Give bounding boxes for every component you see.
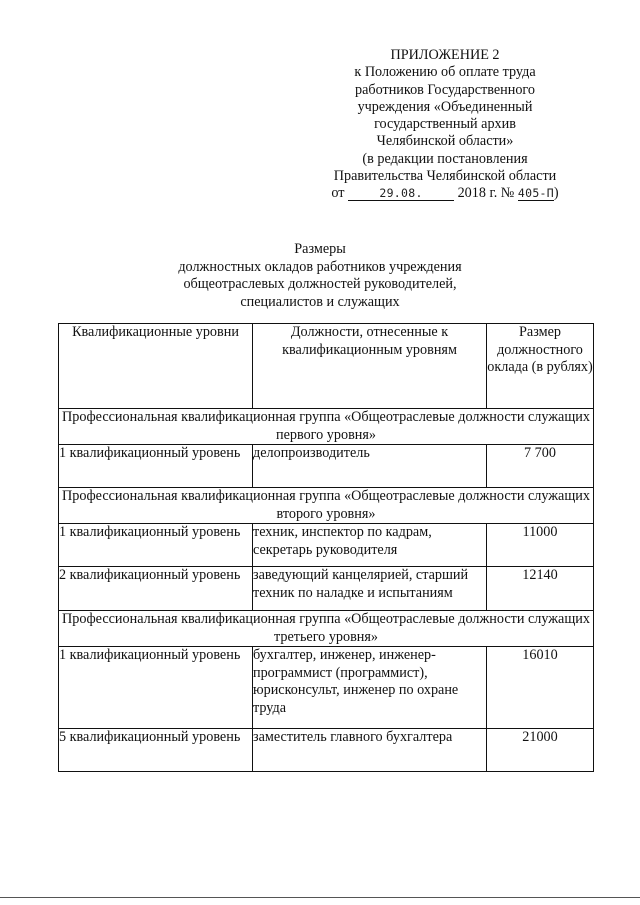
heading-line: специалистов и служащих — [240, 293, 400, 310]
positions-cell: заместитель главного бухгалтера — [253, 729, 487, 772]
level-cell: 1 квалификационный уровень — [59, 647, 253, 729]
positions-cell: техник, инспектор по кадрам, секретарь руководителя — [253, 524, 487, 567]
table-row — [59, 524, 594, 567]
salary-cell: 12140 — [487, 567, 594, 611]
appendix-title: ПРИЛОЖЕНИЕ 2 — [390, 47, 500, 63]
level-cell: 5 квалификационный уровень — [59, 729, 253, 772]
salary-cell: 11000 — [487, 524, 594, 567]
resolution-number: 405-П — [517, 186, 555, 201]
salary-cell: 21000 — [487, 729, 594, 772]
level-cell: 2 квалификационный уровень — [59, 567, 253, 611]
group-row — [59, 409, 594, 445]
heading-line: Размеры — [294, 241, 346, 257]
group-title: Профессиональная квалификационная группа «Общеотраслевые должности служащих третьего уровня» — [59, 611, 594, 647]
resolution-line — [300, 185, 590, 202]
table-row — [59, 729, 594, 772]
heading-line: общеотраслевых должностей руководителей, — [183, 276, 457, 292]
group-title: Профессиональная квалификационная группа «Общеотраслевые должности служащих первого уровня» — [59, 409, 594, 445]
appendix-line: государственный архив — [374, 116, 516, 133]
table-row — [59, 445, 594, 488]
salary-cell: 16010 — [487, 647, 594, 729]
header-positions: Должности, отнесенные к квалификационным уровням — [253, 324, 487, 409]
header-salary: Размер должностного оклада (в рублях) — [487, 324, 594, 409]
table-row — [59, 567, 594, 611]
year-label: 2018 г. № — [457, 185, 515, 202]
positions-cell: заведующий канцелярией, старший техник по наладке и испытаниям — [253, 567, 487, 611]
positions-cell: бухгалтер, инженер, инженер-программист (программист), юрисконсульт, инженер по охране труда — [253, 647, 487, 729]
page-bottom-edge — [0, 897, 640, 898]
header-level: Квалификационные уровни — [59, 324, 253, 409]
appendix-line: к Положению об оплате труда — [354, 64, 536, 81]
appendix-line: работников Государственного — [355, 81, 535, 98]
positions-cell: делопроизводитель — [253, 445, 487, 488]
salary-table — [58, 323, 594, 772]
header-row — [59, 324, 594, 409]
heading-line: должностных окладов работников учреждения — [178, 258, 462, 275]
group-title: Профессиональная квалификационная группа «Общеотраслевые должности служащих второго уровня» — [59, 488, 594, 524]
level-cell: 1 квалификационный уровень — [59, 524, 253, 567]
level-cell: 1 квалификационный уровень — [59, 445, 253, 488]
appendix-line: Правительства Челябинской области — [333, 168, 557, 185]
from-label: от — [331, 185, 345, 202]
appendix-line: учреждения «Объединенный — [357, 98, 533, 115]
appendix-line: Челябинской области» — [376, 133, 514, 150]
group-row — [59, 488, 594, 524]
document-heading — [100, 241, 540, 311]
salary-cell: 7 700 — [487, 445, 594, 488]
appendix-block — [300, 47, 590, 203]
resolution-date: 29.08. — [348, 187, 454, 201]
table-row — [59, 647, 594, 729]
appendix-line: (в редакции постановления — [362, 150, 528, 167]
group-row — [59, 611, 594, 647]
closing-paren: ) — [553, 185, 559, 202]
